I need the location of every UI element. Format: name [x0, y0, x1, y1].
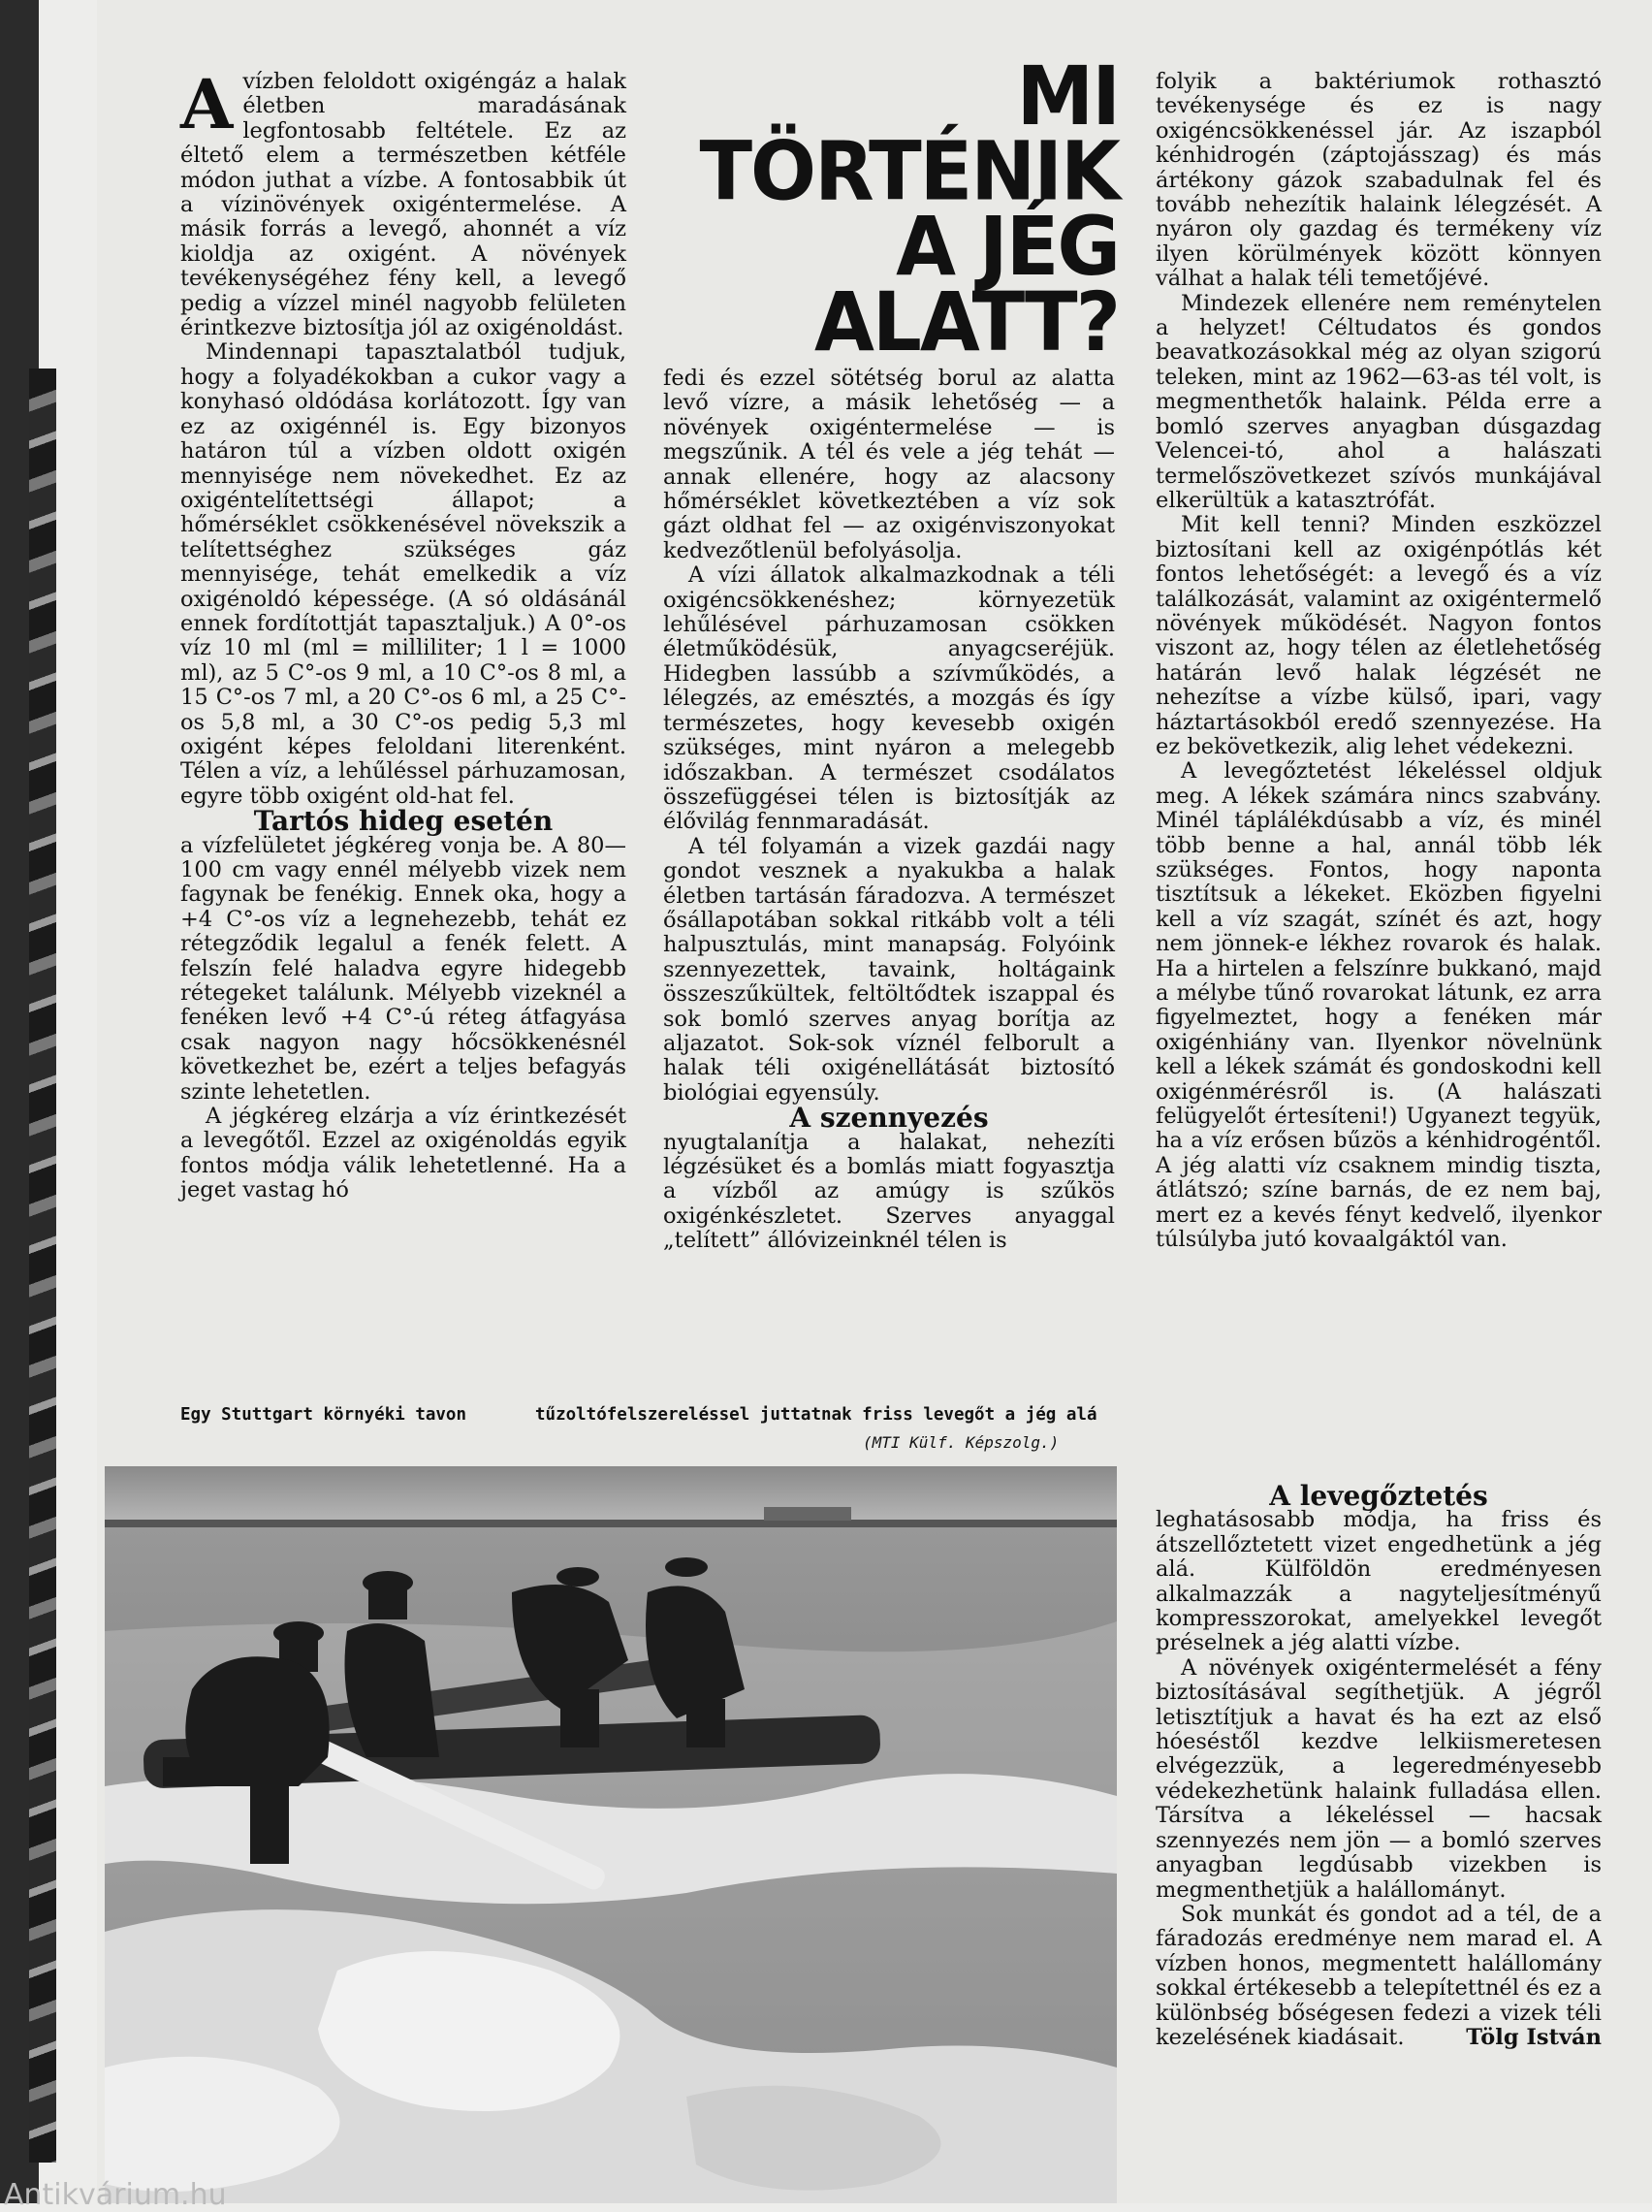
paragraph: A vízi állatok alkalmazkodnak a téli oxigéncsökkenéshez; környezetük lehűlésével párhuzamosan csökken életműködésük, anyagcseréjük. Hidegben lassúbb a szívműködés, a lélegzés, az emésztés, a mozgás és így természetes, hogy kevesebb oxigén szükséges, mint nyáron a melegebb időszakban. A természet csodálatos összefüggései télen is biztosítják az élővilág fennmaradását. [663, 562, 1115, 835]
watermark: Antikvárium.hu [4, 2178, 227, 2212]
author-signature: Tölg István [1466, 2024, 1602, 2050]
paragraph: A növények oxigéntermelését a fény biztosításával segíthetjük. A jégről letisztítjuk a havat és ha ezt az első hóeséstől kezdve lelkiismeretesen elvégezzük, a legeredményesebb védekezhetünk halaink fulladása ellen. Társítva a lékeléssel — hacsak szennyezés nem jön — a bomló szerves anyagban legdúsabb vizekben is megmenthetjük a halállományt. [1156, 1654, 1602, 1903]
column-2 [663, 367, 1115, 1254]
column-3 [1156, 70, 1602, 1253]
paragraph: Sok munkát és gondot ad a tél, de a fáradozás eredménye nem marad el. A vízben honos, megmentett halállomány sokkal értékesebb a telepítettnél és ez a különbség bőségesen fedezi a vizek téli kezelésének kiadásait. Tölg István [1156, 1901, 1602, 2050]
paragraph: nyugtalanítja a halakat, nehezíti légzésüket és a bomlás miatt fogyasztja a vízből az amúgy is szűkös oxigénkészletet. Szerves anyaggal „telített” állóvizeinknél télen is [663, 1129, 1115, 1254]
headline-line-1: MI [1016, 48, 1119, 144]
paragraph: Mindezek ellenére nem reménytelen a helyzet! Céltudatos és gondos beavatkozásokkal még az olyan szigorú teleken, mint az 1962—63-as tél volt, is megmenthetők halaink. Példa erre a bomló szerves anyagban dúsgazdag Velencei-tó, ahol a halászati termelőszövetkezet szívós munkájával elkerültük a katasztrófát. [1156, 290, 1602, 513]
paragraph: leghatásosabb módja, ha friss és átszellőztetett vizet engedhetünk a jég alá. Külföldön eredményesen alkalmazzák a nagyteljesítményű kompresszorokat, amelyekkel levegőt préselnek a jég alatti vízbe. [1156, 1507, 1602, 1656]
photo-illustration [105, 1466, 1117, 2203]
paragraph: folyik a baktériumok rothasztó tevékenysége és ez is nagy oxigéncsökkenéssel jár. Az iszapból kénhidrogén (záptojásszag) és más ártékony gázok szabadulnak fel és tovább nehezítik halaink lélegzését. A nyáron oly gazdag és termékeny víz ilyen körülmények között könnyen válhat a halak téli temetőjévé. [1156, 69, 1602, 292]
paragraph: fedi és ezzel sötétség borul az alatta levő vízre, a másik lehetőség — a növények oxigéntermelése — is megszűnik. A tél és vele a jég tehát — annak ellenére, hogy az alacsony hőmérséklet következtében a víz sok gázt oldhat fel — az oxigénviszonyokat kedvezőtlenül befolyásolja. [663, 366, 1115, 563]
column-1 [180, 64, 626, 1203]
headline [667, 48, 1119, 369]
photo-credit: (MTI Külf. Képszolg.) [863, 1433, 1060, 1452]
column-3-continued [1156, 1480, 1602, 2050]
subheading: A levegőztetés [1269, 1480, 1488, 1512]
paragraph: Mindennapi tapasztalatból tudjuk, hogy a folyadékokban a cukor vagy a konyhasó oldódása korlátozott. Így van ez az oxigénnél is. Egy bizonyos határon túl a vízben oldott oxigén mennyisége nem növekedhet. Ez az oxigéntelítettségi állapot; a hőmérséklet csökkenésével növekszik a telítettséghez szükséges gáz mennyisége, tehát emelkedik a víz oxigénoldó képessége. (A só oldásánál ennek fordítottját tapasztaljuk.) A 0°-os víz 10 ml (ml = milliliter; 1 l = 1000 ml), az 5 C°-os 9 ml, a 10 C°-os 8 ml, a 15 C°-os 7 ml, a 20 C°-os 6 ml, a 25 C°-os 5,8 ml, a 30 C°-os pedig 5,3 ml oxigént képes feloldani literenként. Télen a víz, a lehűléssel párhuzamosan, egyre több oxigént old-hat fel. [180, 339, 626, 809]
headline-line-4: ALATT? [814, 274, 1119, 369]
paragraph: Avízben feloldott oxigéngáz a halak életben maradásának legfontosabb feltétele. Ez az éltető elem a természetben kétféle módon juthat a vízbe. A fontosabbik út a vízinövények oxigéntermelése. A másik forrás a levegő, ahonnét a víz kioldja az oxigént. A növények tevékenységéhez fény kell, a levegő pedig a vízzel minél nagyobb felületen érintkezve biztosítja jól az oxigénoldást. [180, 64, 626, 341]
paragraph: A tél folyamán a vizek gazdái nagy gondot vesznek a nyakukba a halak életben tartásán fáradozva. A természet ősállapotában sokkal ritkább volt a téli halpusztulás, mint manapság. Folyóink szennyezettek, tavaink, holtágaink összeszűkültek, feltöltődtek iszappal és sok bomló szerves anyag borítja az aljazatot. Sok-sok víznél felborult a halak téli oxigénellátását biztosító biológiai egyensúly. [663, 833, 1115, 1106]
subheading: Tartós hideg esetén [253, 805, 554, 838]
paragraph: Mit kell tenni? Minden eszközzel biztosítani kell az oxigénpótlás két fontos lehetőségét: a levegő és a víz találkozását, valamint az oxigéntermelő növények működését. Nagyon fontos viszont az, hogy télen az életlehetőség határán levő halak légzését ne nehezítse a vízbe külső, ipari, vagy háztartásokból eredő szennyezése. Ha ez bekövetkezik, alig lehet védekezni. [1156, 512, 1602, 759]
subheading: A szennyezés [789, 1102, 989, 1135]
photo-caption-right: tűzoltófelszereléssel juttatnak friss levegőt a jég alá [535, 1405, 1097, 1425]
headline-line-3: A JÉG [896, 199, 1119, 295]
photo-caption-left: Egy Stuttgart környéki tavon [180, 1405, 467, 1425]
news-photo [105, 1466, 1117, 2203]
paragraph: A levegőztetést lékeléssel oldjuk meg. A lékek számára nincs szabvány. Minél táplálékdúsabb a víz, és minél több benne a hal, annál több lék szükséges. Fontos, hogy naponta tisztítsuk a lékeket. Eközben figyelni kell a víz szagát, színét és azt, hogy nem jönnek-e lékhez rovarok és halak. Ha a hirtelen a felszínre bukkanó, majd a mélybe tűnő rovarokat látunk, ez arra figyelmeztet, hogy a fenéken már oxigénhiány van. Ilyenkor növelnünk kell a lékek számát és gondoskodni kell oxigénmérésről is. (A halászati felügyelőt értesíteni!) Ugyanezt tegyük, ha a víz erősen bűzös a kénhidrogéntől. A jég alatti víz csaknem mindig tiszta, átlátszó; színe barnás, de ez nem baj, mert ez a kevés fényt kedvelő, ilyenkor túlsúlyba jutó kovaalgáktól van. [1156, 758, 1602, 1253]
paragraph: a vízfelületet jégkéreg vonja be. A 80—100 cm vagy ennél mélyebb vizek nem fagynak be fenékig. Ennek oka, hogy a +4 C°-os víz a legnehezebb, tehát ez rétegződik legalul a fenék felett. A felszín felé haladva egyre hidegebb rétegeket találunk. Mélyebb vizeknél a fenéken levő +4 C°-ú réteg átfagyása csak nagyon nagy hőcsökkenésnél következhet be, ezért a teljes befagyás szinte lehetetlen. [180, 832, 626, 1105]
scan-torn-edge [29, 369, 56, 2163]
drop-cap: A [180, 64, 234, 144]
headline-line-2: TÖRTÉNIK [699, 123, 1119, 219]
paragraph: A jégkéreg elzárja a víz érintkezését a levegőtől. Ezzel az oxigénoldás egyik fontos módja válik lehetetlenné. Ha a jeget vastag hó [180, 1104, 626, 1203]
